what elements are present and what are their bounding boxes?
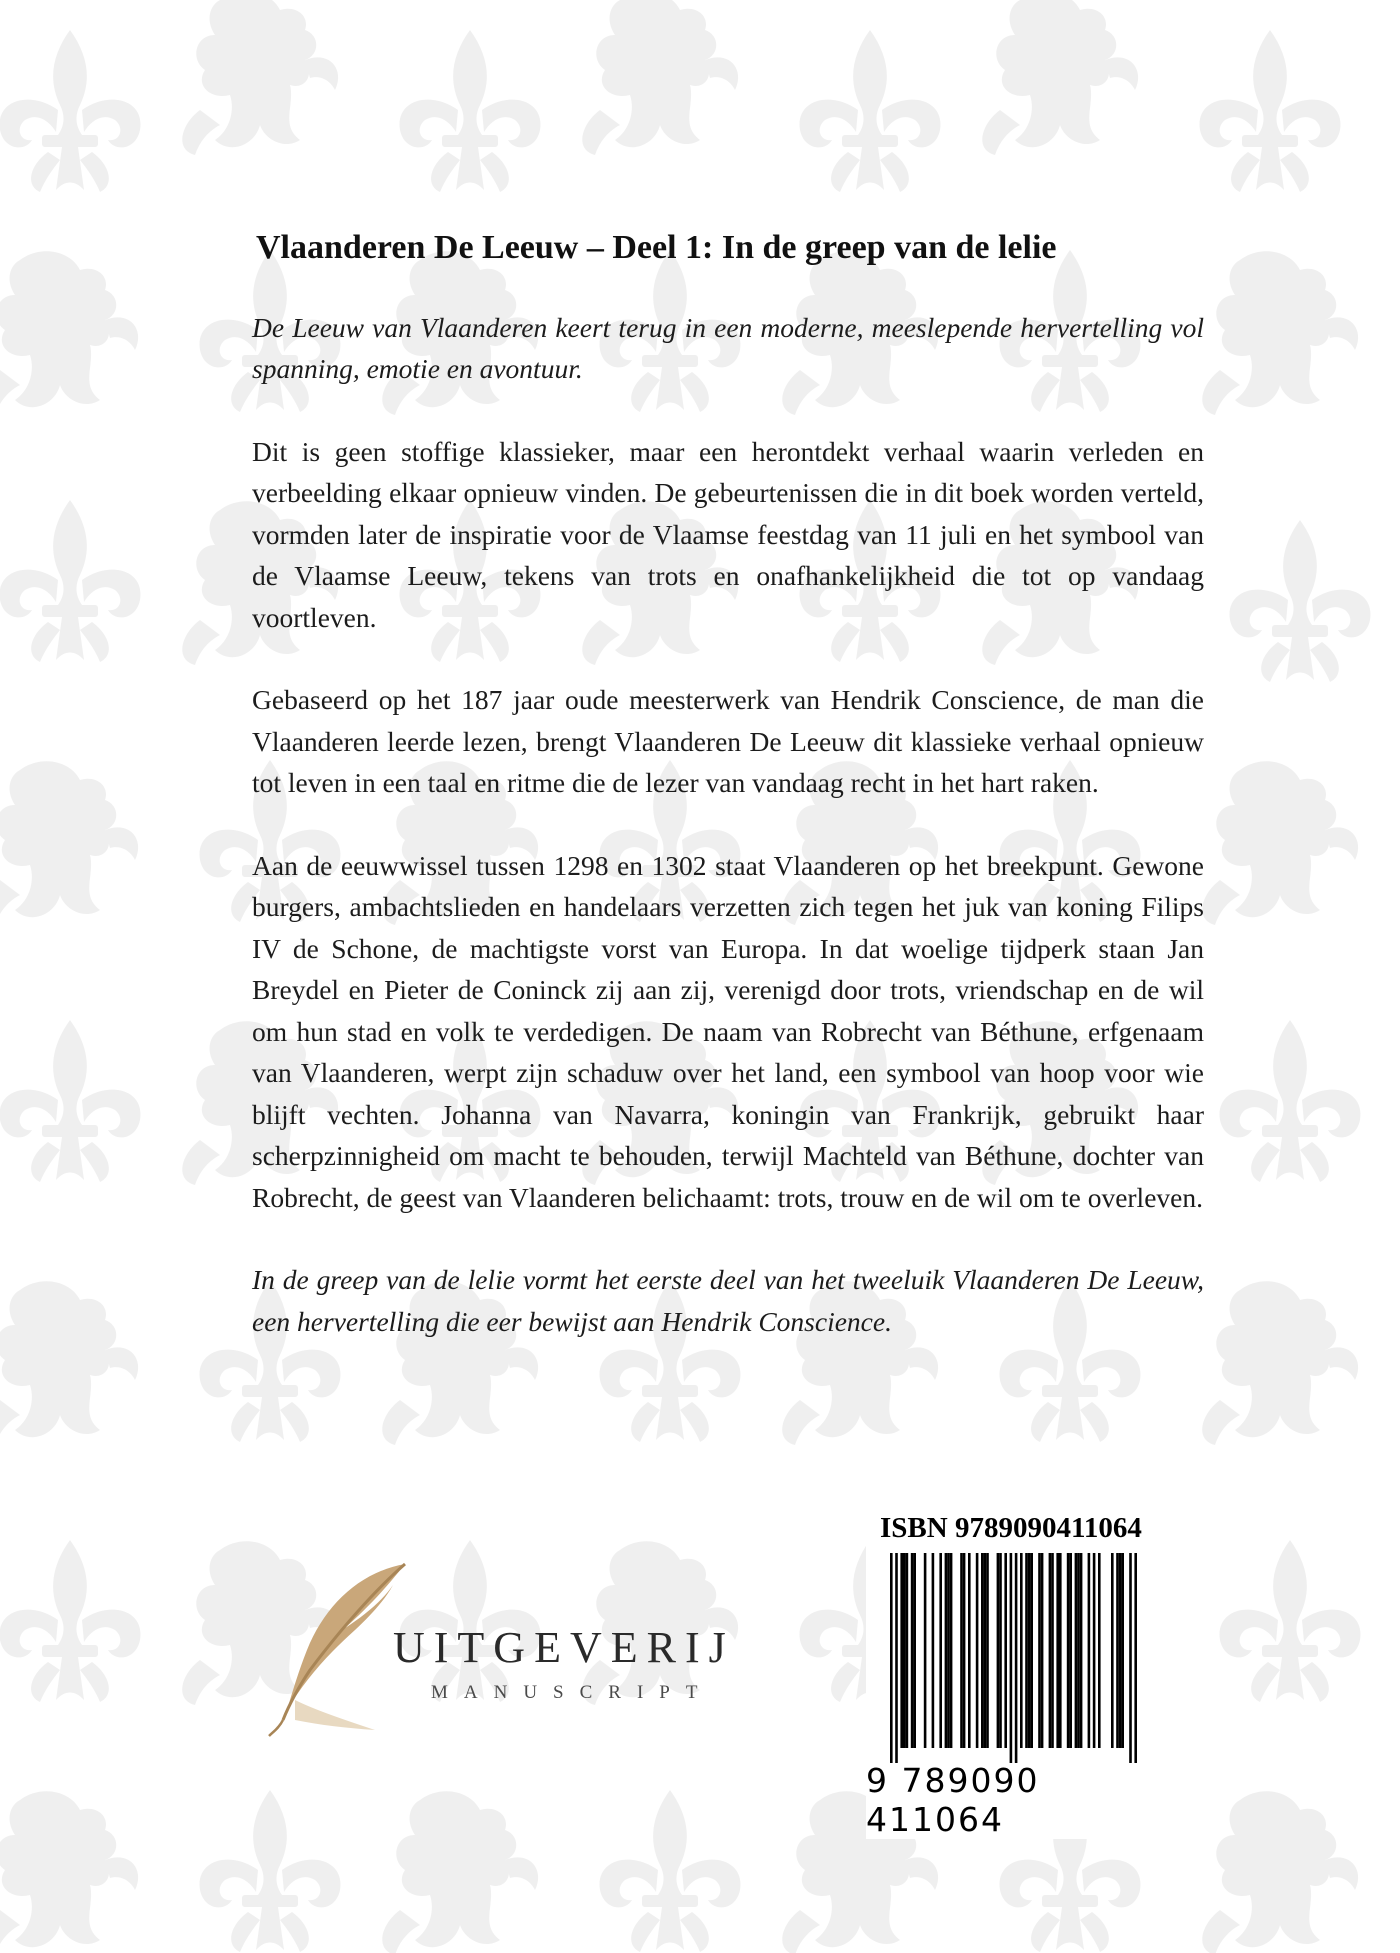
barcode-bar xyxy=(984,1553,987,1748)
isbn-label: ISBN 9789090411064 xyxy=(880,1512,1142,1544)
barcode-bar xyxy=(924,1553,927,1748)
barcode-bar xyxy=(1049,1553,1052,1748)
publisher-logo xyxy=(265,1560,765,1740)
barcode-bar xyxy=(1069,1553,1072,1748)
publisher-subtitle: MANUSCRIPT xyxy=(431,1682,714,1703)
barcode-bar xyxy=(911,1553,914,1748)
barcode-bar xyxy=(903,1553,906,1748)
barcode-bar xyxy=(999,1553,1002,1748)
barcode-bar xyxy=(981,1553,984,1748)
barcode-bar xyxy=(1025,1553,1028,1748)
barcode-bar xyxy=(1038,1553,1041,1748)
barcode-bar xyxy=(950,1553,953,1748)
barcode-bar xyxy=(1015,1553,1018,1763)
barcode-bar xyxy=(1129,1553,1132,1763)
barcode-bar xyxy=(906,1553,909,1748)
barcode xyxy=(866,1553,1156,1763)
barcode-bar xyxy=(939,1553,942,1748)
barcode-bar xyxy=(1134,1553,1137,1763)
barcode-bar xyxy=(960,1553,963,1748)
back-cover-text xyxy=(252,228,1204,1383)
barcode-bar xyxy=(947,1553,950,1748)
barcode-bar xyxy=(1080,1553,1083,1748)
barcode-bar xyxy=(1067,1553,1070,1748)
barcode-bar xyxy=(986,1553,989,1748)
barcode-bar xyxy=(1121,1553,1124,1748)
barcode-bar xyxy=(976,1553,979,1748)
barcode-bar xyxy=(1093,1553,1096,1748)
barcode-bar xyxy=(1056,1553,1059,1748)
barcode-bar xyxy=(963,1553,966,1748)
barcode-bar xyxy=(1030,1553,1033,1748)
barcode-bar xyxy=(1020,1553,1023,1748)
barcode-bar xyxy=(1051,1553,1054,1748)
barcode-bar xyxy=(900,1553,903,1748)
barcode-bar xyxy=(1059,1553,1062,1748)
isbn-barcode-block xyxy=(866,1513,1166,1839)
barcode-bar xyxy=(1111,1553,1114,1748)
barcode-bar xyxy=(945,1553,948,1748)
barcode-bar xyxy=(1088,1553,1091,1748)
barcode-bar xyxy=(1004,1553,1007,1748)
barcode-bar xyxy=(1041,1553,1044,1748)
barcode-bar xyxy=(1098,1553,1101,1748)
closing-paragraph: In de greep van de lelie vormt het eerste deel van het tweeluik Vlaanderen De Leeuw, een hervertelling die eer bewijst aan Hendrik Conscience. xyxy=(252,1264,1204,1337)
story-paragraph: Aan de eeuwwissel tussen 1298 en 1302 staat Vlaanderen op het breekpunt. Gewone burgers, ambachtslieden en handelaars verzetten zich tegen het juk van koning Filips IV de Schone, de machtigste vorst van Europa. In dat woelige tijdperk staan Jan Breydel en Pieter de Coninck zij aan zij, verenigd door trots, vriendschap en de wil om hun stad en volk te verdedigen. De naam van Robrecht van Béthune, erfgenaam van Vlaanderen, werpt zijn schaduw over het land, een symbool van hoop voor wie blijft vechten. Johanna van Navarra, koningin van Frankrijk, gebruikt haar scherpzinnigheid om macht te behouden, terwijl Machteld van Béthune, dochter van Robrecht, de geest van Vlaanderen belichaamt: trots, trouw en de wil om te overleven. xyxy=(252,849,1204,1213)
barcode-bar xyxy=(968,1553,971,1748)
tagline-paragraph: De Leeuw van Vlaanderen keert terug in een moderne, meeslepende hervertelling vol spanning, emotie en avontuur. xyxy=(252,311,1204,385)
barcode-bar xyxy=(1119,1553,1122,1748)
publisher-name: UITGEVERIJ xyxy=(393,1623,735,1672)
barcode-bar xyxy=(1075,1553,1078,1748)
barcode-bar xyxy=(913,1553,916,1748)
barcode-bar xyxy=(932,1553,935,1748)
barcode-bar xyxy=(1028,1553,1031,1748)
barcode-bar xyxy=(997,1553,1000,1748)
barcode-bar xyxy=(1077,1553,1080,1748)
barcode-bar xyxy=(1010,1553,1013,1763)
barcode-digits: 9 789090 411064 xyxy=(866,1760,1040,1839)
intro-paragraph: Dit is geen stoffige klassieker, maar een herontdekt verhaal waarin verleden en verbeelding elkaar opnieuw vinden. De gebeurtenissen die in dit boek worden verteld, vormden later de inspiratie voor de Vlaamse feestdag van 11 juli en het symbool van de Vlaamse Leeuw, tekens van trots en onafhankelijkheid die tot op vandaag voortleven. xyxy=(252,435,1204,633)
barcode-bar xyxy=(895,1553,898,1763)
barcode-bar xyxy=(890,1553,893,1763)
book-title: Vlaanderen De Leeuw – Deel 1: In de greep van de lelie xyxy=(256,229,1057,266)
barcode-bar xyxy=(1116,1553,1119,1748)
source-paragraph: Gebaseerd op het 187 jaar oude meesterwerk van Hendrik Conscience, de man die Vlaanderen leerde lezen, brengt Vlaanderen De Leeuw dit klassieke verhaal opnieuw tot leven in een taal en ritme die de lezer van vandaag recht in het hart raken. xyxy=(252,684,1204,799)
